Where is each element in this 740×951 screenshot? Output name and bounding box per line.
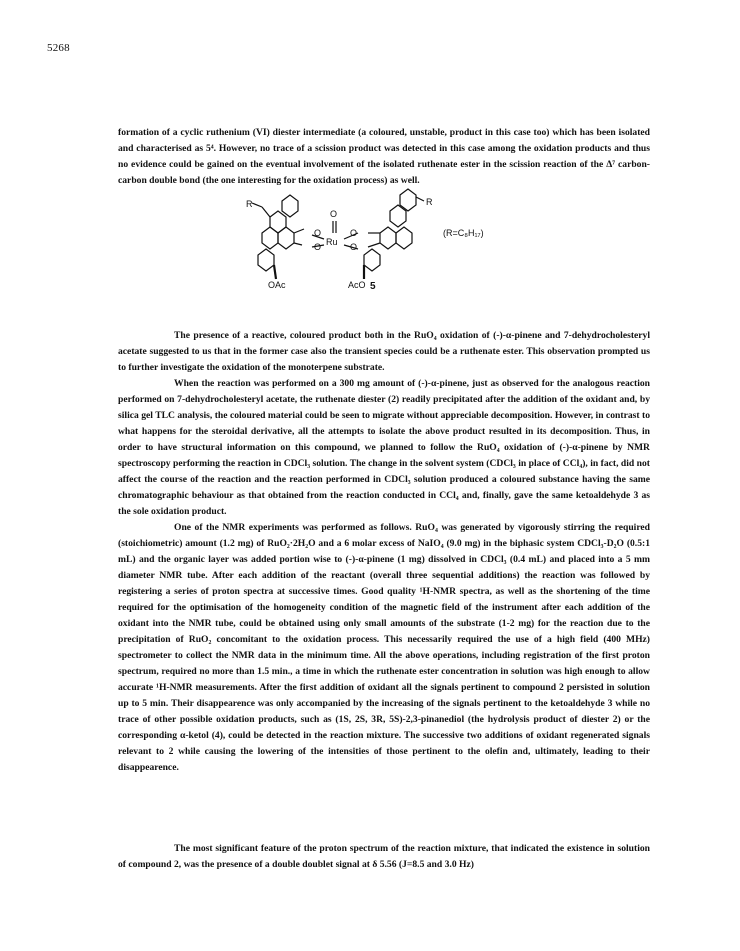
compound-number: 5 bbox=[370, 281, 376, 292]
paragraph-3 bbox=[118, 376, 650, 520]
paragraph-2 bbox=[118, 328, 650, 376]
paragraph-2-text: The presence of a reactive, coloured product both in the RuO₄ oxidation of (-)-α-pinene and 7-dehydrocholesteryl acetate suggested to us that in the former case also the transient species could be a ruthenate ester. This observation prompted us to further investigate the oxidation of the monoterpene substrate. bbox=[118, 330, 650, 373]
oxygen-lower-right: O bbox=[350, 242, 358, 252]
paragraph-5 bbox=[118, 841, 650, 873]
page-number: 5268 bbox=[47, 42, 70, 54]
ruthenate-diester-structure bbox=[240, 187, 540, 289]
r-group-definition: (R=C₈H₁₇) bbox=[443, 228, 484, 238]
chemical-structure-figure bbox=[240, 187, 540, 289]
paragraph-1 bbox=[118, 125, 650, 189]
acetate-right-label: AcO bbox=[348, 280, 366, 289]
oxygen-upper-left: O bbox=[314, 228, 322, 238]
paragraph-4-text: One of the NMR experiments was performed as follows. RuO₄ was generated by vigorously stirring the required (stoichiometric) amount (1.2 mg) of RuO₂·2H₂O and a 6 molar excess of NaIO₄ (9.0 mg) in the biphasic system CDCl₃-D₂O (0.5:1 mL) and the organic layer was added portion wise to (-)-α-pinene (1 mg) dissolved in CDCl₃ (0.4 mL) and placed into a 5 mm diameter NMR tube. After each addition of the reactant (overall three sequential additions) the reaction was followed by registering a series of proton spectra at successive times. Good quality ¹H-NMR spectra, as well as the shortening of the time required for the optimisation of the homogeneity condition of the magnetic field of the instrument after each addition of the oxidant into the NMR tube, could be obtained using only small amounts of the substrate (1-2 mg) for the reaction due to the precipitation of RuO₂ concomitant to the oxidation process. This necessarily required the use of a high field (400 MHz) spectrometer to collect the NMR data in the minimum time. All the above operations, including registration of the first proton spectrum, required no more than 1.5 min., a time in which the ruthenate ester concentration in solution was high enough to allow accurate ¹H-NMR measurements. After the first addition of oxidant all the signals pertinent to compound 2 persisted in solution up to 5 min. Their disappearence was only accompanied by the increasing of the signals pertinent to the ketoaldehyde 3 while no trace of other possible oxidation products, such as (1S, 2S, 3R, 5S)-2,3-pinanediol (the hydrolysis product of diester 2) or the corresponding α-ketol (4), could be detected in the reaction mixture. The successive two additions of oxidant regenerated signals relevant to 2 while causing the lowering of the intensities of those pertinent to the olefin and, ultimately, leading to their disappearence. bbox=[118, 522, 650, 773]
oxo-label: O bbox=[330, 209, 338, 219]
acetate-left-label: OAc bbox=[268, 280, 286, 289]
r-label-left: R bbox=[246, 199, 253, 209]
paragraph-5-text: The most significant feature of the proton spectrum of the reaction mixture, that indicated the existence in solution of compound 2, was the presence of a double doublet signal at δ 5.56 (J=8.5 and 3.0 Hz) bbox=[118, 843, 650, 870]
r-label-right: R bbox=[426, 197, 433, 207]
paragraph-1-text: formation of a cyclic ruthenium (VI) diester intermediate (a coloured, unstable, product in this case too) which has been isolated and characterised as 5⁴. However, no trace of a scission product was detected in this case among the oxidation products and thus no evidence could be gained on the eventual involvement of the isolated ruthenate ester in the scission reaction of the Δ⁷ carbon-carbon double bond (the one interesting for the oxidation process) as well. bbox=[118, 127, 650, 186]
oxygen-lower-left: O bbox=[314, 242, 322, 252]
oxygen-upper-right: O bbox=[350, 228, 358, 238]
paragraph-3-text: When the reaction was performed on a 300 mg amount of (-)-α-pinene, just as observed for the analogous reaction performed on 7-dehydrocholesteryl acetate, the ruthenate diester (2) readily precipitated after the addition of the oxidant and, by silica gel TLC analysis, the coloured material could be seen to migrate without appreciable decomposition. However, in contrast to what happens for the steroidal derivative, all the attempts to isolate the above product resulted in its decomposition. Thus, in order to have structural information on this compound, we planned to follow the RuO₄ oxidation of (-)-α-pinene by NMR spectroscopy performing the reaction in CDCl₃ solution. The change in the solvent system (CDCl₃ in place of CCl₄), in fact, did not affect the course of the reaction and the reaction performed in CDCl₃ solution produced a coloured substance having the same chromatographic behaviour as that obtained from the reaction conducted in CCl₄ and, finally, gave the same ketoaldehyde 3 as the sole oxidation product. bbox=[118, 378, 650, 517]
ruthenium-label: Ru bbox=[326, 237, 338, 247]
paragraph-4 bbox=[118, 520, 650, 776]
